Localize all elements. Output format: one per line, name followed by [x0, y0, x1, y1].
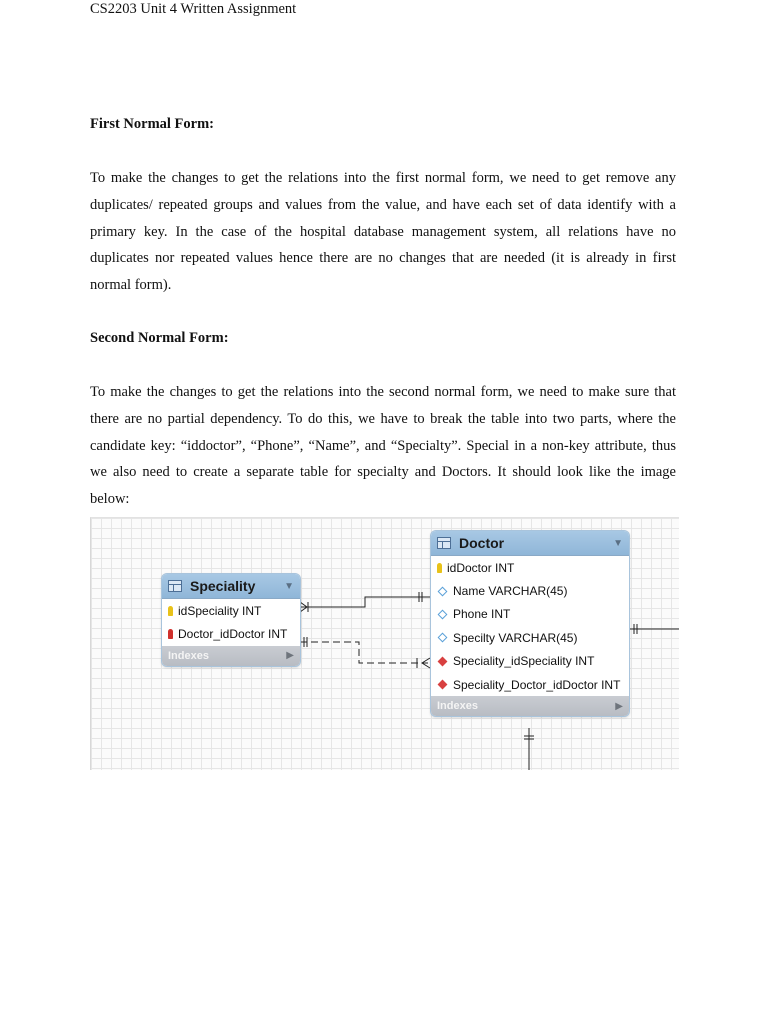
text-line: candidate key: “iddoctor”, “Phone”, “Name”, and “Specialty”. Special in a non-key attribute, thus [90, 437, 676, 454]
indexes-section[interactable] [162, 646, 300, 666]
field-label: Specilty VARCHAR(45) [453, 630, 578, 645]
text-line: below: [90, 491, 130, 508]
field-label: Doctor_idDoctor INT [178, 627, 288, 642]
er-diagram [90, 517, 679, 770]
attribute-icon [438, 633, 448, 643]
indexes-label: Indexes [168, 649, 209, 662]
paragraph-first-normal-form [90, 165, 676, 299]
foreign-key-icon [168, 629, 173, 639]
text-line: To make the changes to get the relations into the first normal form, we need to get remove any [90, 170, 676, 186]
section-heading-second-normal-form: Second Normal Form: [90, 330, 229, 346]
expand-arrow-icon[interactable]: ▶ [615, 700, 623, 712]
relationship-line-solid [300, 597, 430, 607]
field-label: Name VARCHAR(45) [453, 584, 568, 599]
attribute-icon [438, 586, 448, 596]
speciality-table-header[interactable] [162, 574, 300, 599]
table-field [431, 603, 629, 626]
speciality-table[interactable] [161, 573, 301, 667]
chevron-down-icon[interactable]: ▼ [613, 537, 623, 549]
indexes-section[interactable] [431, 696, 629, 716]
page-header: CS2203 Unit 4 Written Assignment [90, 1, 297, 17]
primary-key-icon [437, 563, 442, 573]
text-line: duplicates nor repeated values hence there are no changes that are needed (it is already in first [90, 250, 676, 267]
text-line: duplicates/ repeated groups and values from the value, and have each set of data identify with a [90, 196, 676, 213]
relationship-line-dashed [300, 642, 428, 663]
text-line: primary key. In the case of the hospital database management system, all relations have no [90, 223, 676, 240]
expand-arrow-icon[interactable]: ▶ [286, 650, 294, 662]
table-field [431, 579, 629, 602]
foreign-key-attribute-icon [438, 680, 448, 690]
table-icon [168, 580, 182, 592]
table-field [162, 622, 300, 645]
table-icon [437, 537, 451, 549]
doctor-table-header[interactable] [431, 531, 629, 556]
doctor-table[interactable] [430, 530, 630, 717]
field-label: idDoctor INT [447, 560, 515, 575]
table-field [162, 599, 300, 622]
primary-key-icon [168, 606, 173, 616]
paragraph-second-normal-form [90, 379, 676, 513]
foreign-key-attribute-icon [438, 656, 448, 666]
field-label: Speciality_idSpeciality INT [453, 654, 595, 669]
table-field [431, 626, 629, 649]
field-label: Speciality_Doctor_idDoctor INT [453, 677, 621, 692]
field-label: Phone INT [453, 607, 511, 622]
table-field [431, 556, 629, 579]
text-line: we also need to create a separate table for specialty and Doctors. It should look like the image [90, 464, 676, 481]
field-label: idSpeciality INT [178, 603, 262, 618]
doctor-table-title: Doctor [459, 535, 505, 551]
table-field [431, 673, 629, 696]
section-heading-first-normal-form: First Normal Form: [90, 116, 215, 132]
attribute-icon [438, 610, 448, 620]
text-line: there are no partial dependency. To do this, we have to break the table into two parts, where the [90, 410, 676, 427]
indexes-label: Indexes [437, 700, 478, 713]
speciality-table-title: Speciality [190, 578, 256, 594]
table-field [431, 650, 629, 673]
text-line: normal form). [90, 277, 172, 294]
chevron-down-icon[interactable]: ▼ [284, 580, 294, 592]
text-line: To make the changes to get the relations into the second normal form, we need to make sure that [90, 384, 676, 400]
